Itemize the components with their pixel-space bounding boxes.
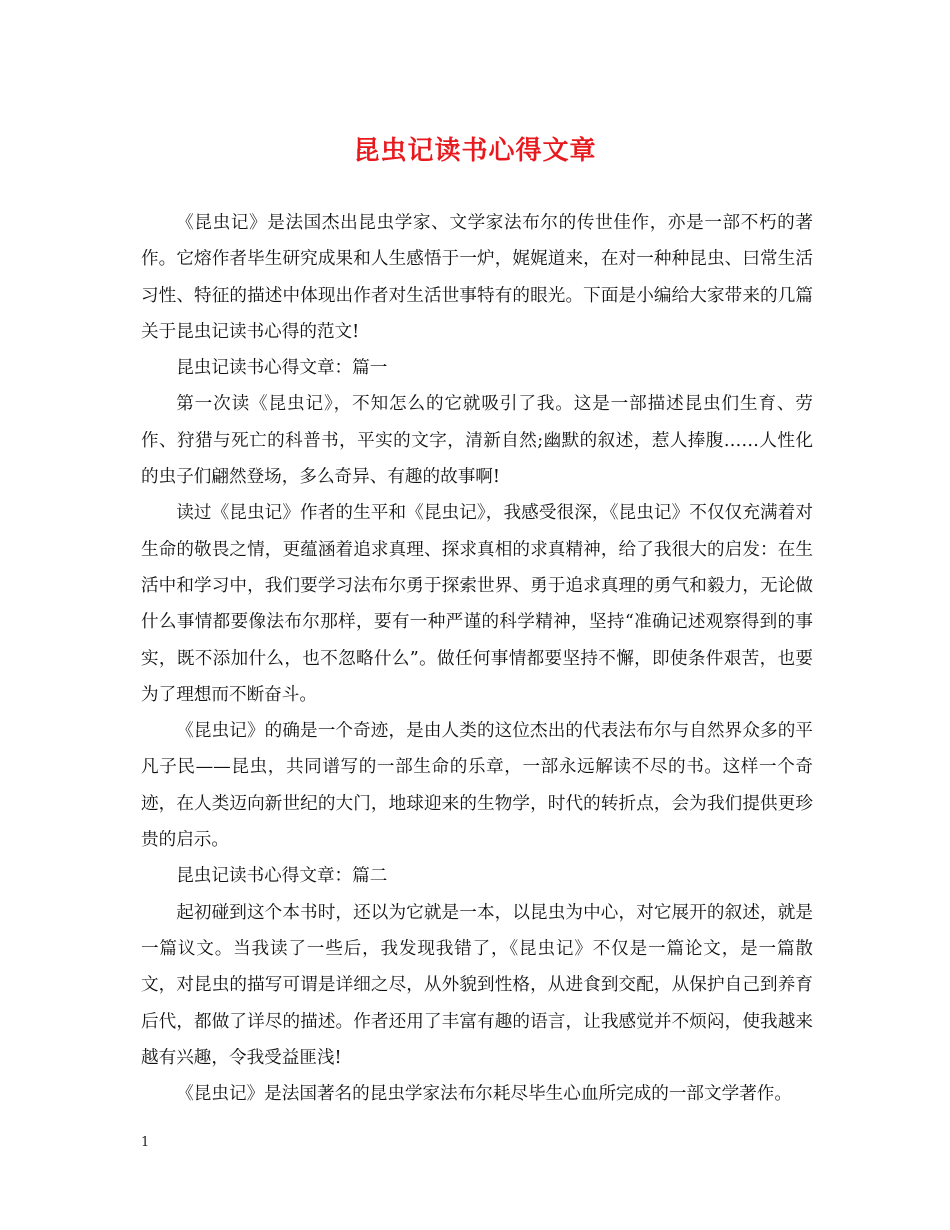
paragraph: 《昆虫记》的确是一个奇迹，是由人类的这位杰出的代表法布尔与自然界众多的平凡子民——昆虫，共同谱写的一部生命的乐章，一部永远解读不尽的书。这样一个奇迹，在人类迈向新世纪的大门，地球迎来的生物学，时代的转折点，会为我们提供更珍贵的启示。: [141, 721, 813, 851]
section-heading-1: 昆虫记读书心得文章：篇一: [176, 358, 388, 379]
document-title: 昆虫记读书心得文章: [353, 136, 597, 166]
page-number: 1: [141, 1135, 150, 1150]
paragraph: 读过《昆虫记》作者的生平和《昆虫记》，我感受很深，《昆虫记》不仅仅充满着对生命的敬畏之情，更蕴涵着追求真理、探求真相的求真精神，给了我很大的启发：在生活中和学习中，我们要学习法布尔勇于探索世界、勇于追求真理的勇气和毅力，无论做什么事情都要像法布尔那样，要有一种严谨的科学精神，坚持“准确记述观察得到的事实，既不添加什么，也不忽略什么”。做任何事情都要坚持不懈，即使条件艰苦，也要为了理想而不断奋斗。: [141, 503, 813, 705]
section-heading-2: 昆虫记读书心得文章：篇二: [176, 866, 388, 887]
paragraph: 第一次读《昆虫记》，不知怎么的它就吸引了我。这是一部描述昆虫们生育、劳作、狩猎与死亡的科普书，平实的文字，清新自然;幽默的叙述，惹人捧腹……人性化的虫子们翩然登场，多么奇异、有趣的故事啊!: [141, 394, 813, 488]
document-body: [141, 205, 813, 1112]
intro-paragraph: 《昆虫记》是法国杰出昆虫学家、文学家法布尔的传世佳作，亦是一部不朽的著作。它熔作者毕生研究成果和人生感悟于一炉，娓娓道来，在对一种种昆虫、曰常生活习性、特征的描述中体现出作者对生活世事特有的眼光。下面是小编给大家带来的几篇关于昆虫记读书心得的范文!: [141, 213, 813, 342]
paragraph: 《昆虫记》是法国著名的昆虫学家法布尔耗尽毕生心血所完成的一部文学著作。: [176, 1084, 792, 1105]
paragraph: 起初碰到这个本书时，还以为它就是一本，以昆虫为中心，对它展开的叙述，就是一篇议文。当我读了一些后，我发现我错了，《昆虫记》不仅是一篇论文，是一篇散文，对昆虫的描写可谓是详细之尽，从外貌到性格，从进食到交配，从保护自己到养育后代，都做了详尽的描述。作者还用了丰富有趣的语言，让我感觉并不烦闷，使我越来越有兴趣，令我受益匪浅!: [141, 902, 813, 1068]
